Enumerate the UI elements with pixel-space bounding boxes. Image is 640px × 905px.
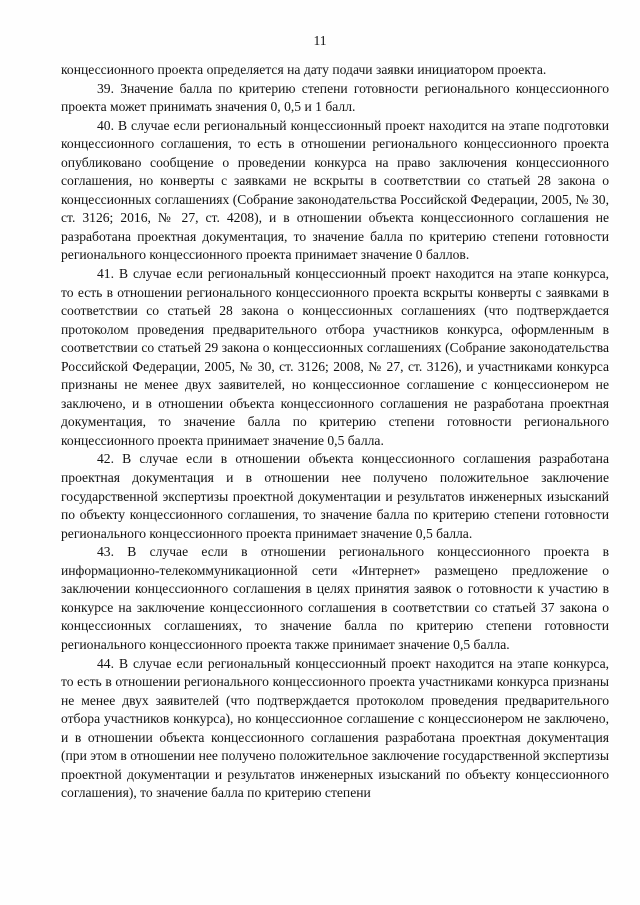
document-body: [61, 61, 609, 803]
paragraph-38-continuation: концессионного проекта определяется на дату подачи заявки инициатором проекта.: [61, 62, 547, 77]
paragraph-40: 40. В случае если региональный концессионный проект находится на этапе подготовки концессионного соглашения, то есть в отношении регионального концессионного проекта опубликовано сообщение о проведении конкурса на право заключения концессионного соглашения, но конверты с заявками не вскрыты в соответствии со статьей 28 закона о концессионных соглашениях (Собрание законодательства Российской Федерации, 2005, № 30, ст. 3126; 2016, № 27, ст. 4208), и в отношении объекта концессионного соглашения не разработана проектная документация, то значение балла по критерию степени готовности регионального концессионного проекта принимает значение 0 баллов.: [61, 117, 609, 263]
paragraph-41: 41. В случае если региональный концессионный проект находится на этапе конкурса, то есть в отношении регионального концессионного проекта вскрыты конверты с заявками в соответствии со статьей 28 закона о концессионных соглашениях (что подтверждается протоколом проведения предварительного отбора участников конкурса, оформленным в соответствии со статьей 29 закона о концессионных соглашениях (Собрание законодательства Российской Федерации, 2005, № 30, ст. 3126; 2008, № 27, ст. 3126), и участниками конкурса признаны не менее двух заявителей, но концессионное соглашение с концессионером не заключено, и в отношении объекта концессионного соглашения не разработана проектная документация, то значение балла по критерию степени готовности регионального концессионного проекта принимает значение 0,5 балла.: [61, 266, 609, 448]
paragraph-42: 42. В случае если в отношении объекта концессионного соглашения разработана проектная документация и в отношении нее получено положительное заключение государственной экспертизы проектной документации и результатов инженерных изысканий по объекту концессионного соглашения, то значение балла по критерию степени готовности регионального концессионного проекта принимает значение 0,5 балла.: [61, 451, 609, 541]
paragraph-39: 39. Значение балла по критерию степени готовности регионального концессионного проекта может принимать значения 0, 0,5 и 1 балл.: [61, 80, 609, 115]
paragraph-43: 43. В случае если в отношении регионального концессионного проекта в информационно-телекоммуникационной сети «Интернет» размещено предложение о заключении концессионного соглашения в целях принятия заявок о готовности к участию в конкурсе на заключение концессионного соглашения в соответствии со статьей 37 закона о концессионных соглашениях, то значение балла по критерию степени готовности регионального концессионного проекта также принимает значение 0,5 балла.: [61, 544, 609, 652]
paragraph-44: 44. В случае если региональный концессионный проект находится на этапе конкурса, то есть в отношении регионального концессионного проекта участниками конкурса признаны не менее двух заявителей (что подтверждается протоколом проведения предварительного отбора участников конкурса), но концессионное соглашение с концессионером не заключено, и в отношении объекта концессионного соглашения разработана проектная документация (при этом в отношении нее получено положительное заключение государственной экспертизы проектной документации и результатов инженерных изысканий по объекту концессионного соглашения), то значение балла по критерию степени: [61, 655, 609, 801]
page-number: 11: [313, 33, 327, 48]
